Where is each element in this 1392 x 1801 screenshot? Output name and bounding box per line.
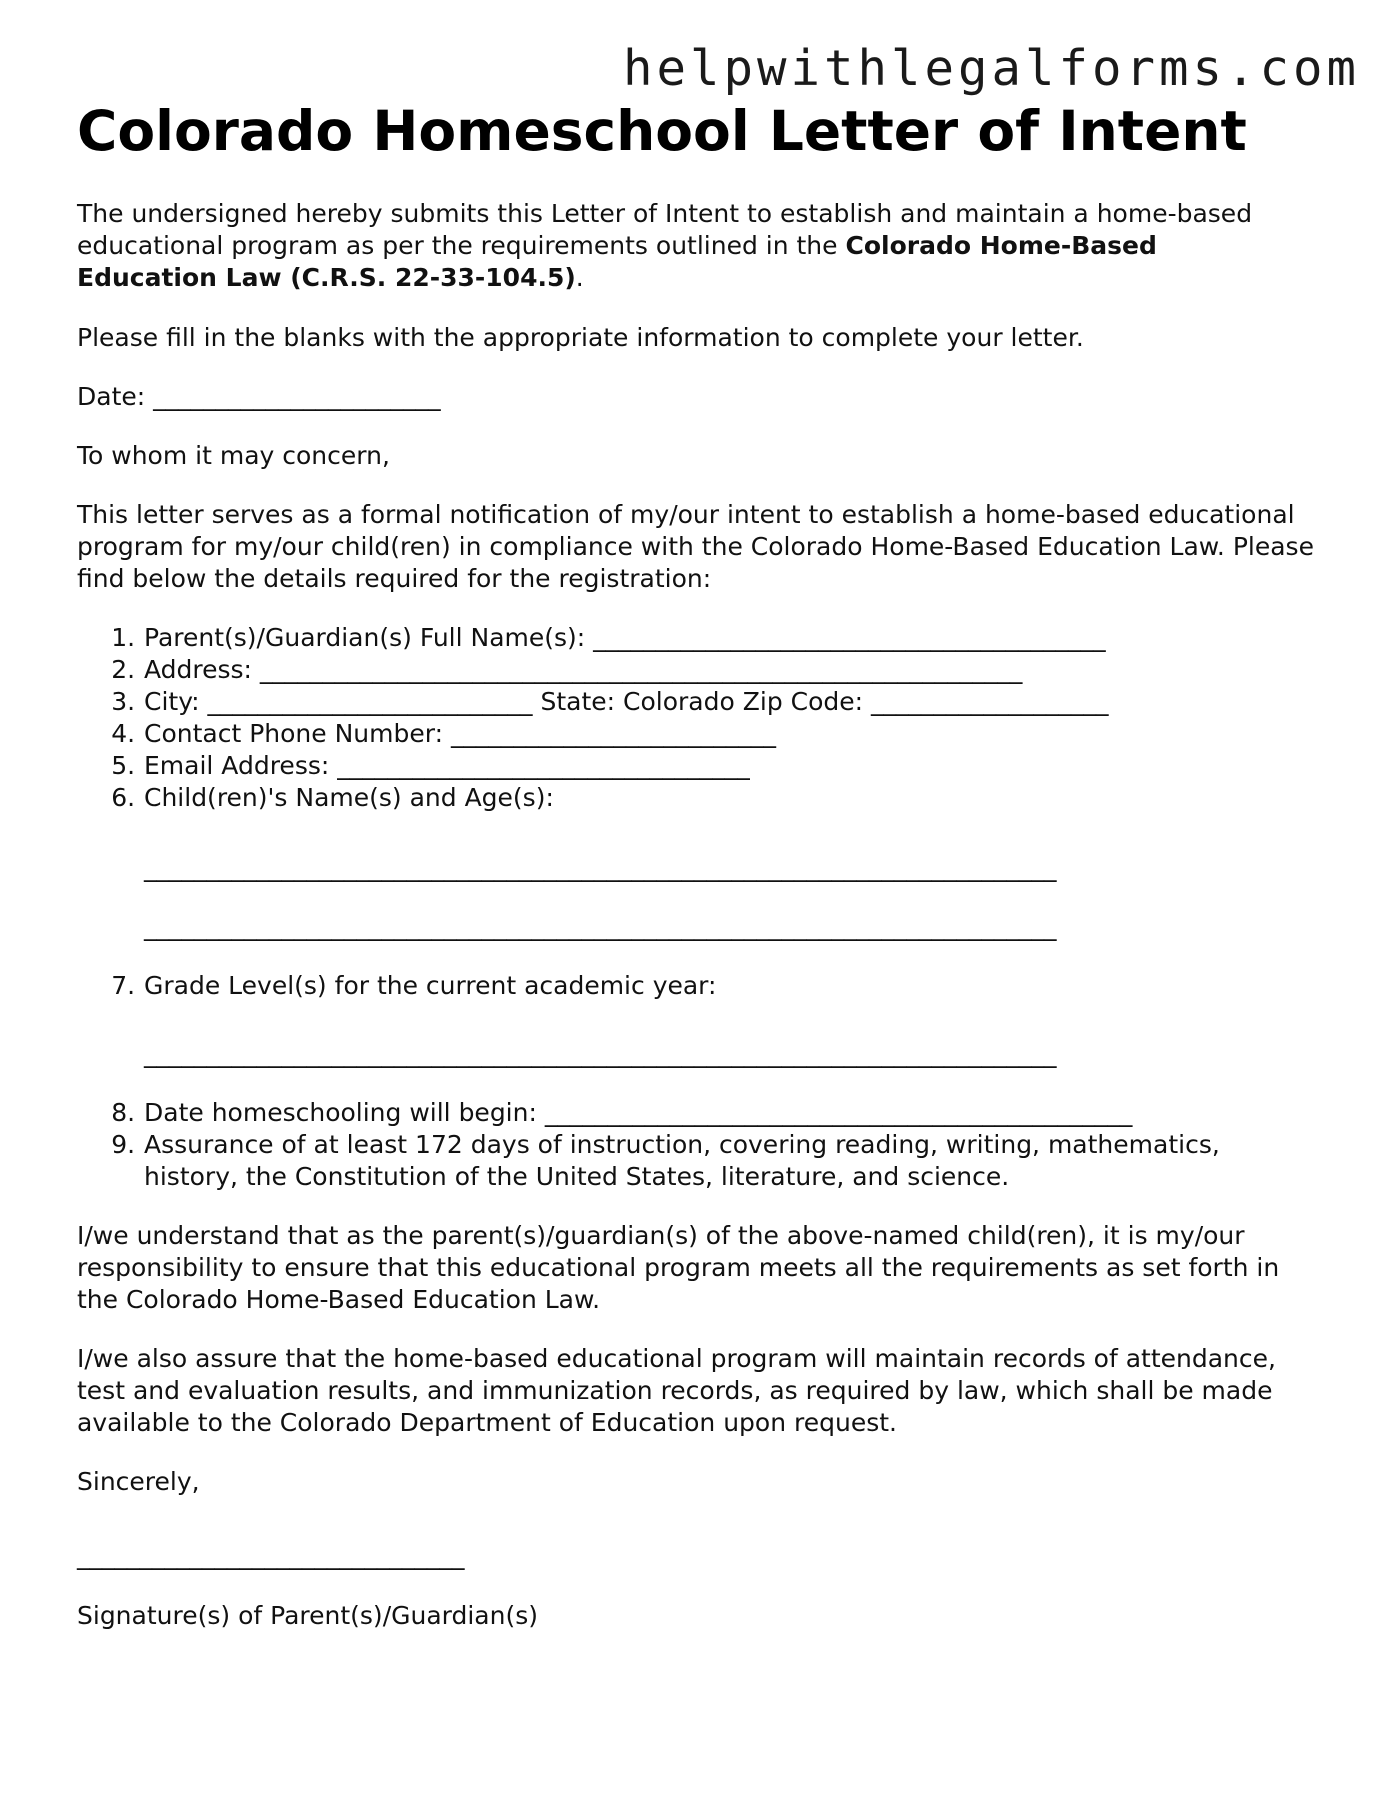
children-blank-1[interactable]: _________________________________________________________________________	[144, 853, 1057, 882]
notice-paragraph: This letter serves as a formal notification of my/our intent to establish a home-based educational program for my/our child(ren) in compliance with the Colorado Home-Based Education Law. Please find below the details required for the registration:	[77, 500, 1314, 593]
list-item-city-state-zip[interactable]: 3. City: __________________________ State: Colorado Zip Code: ___________________	[143, 686, 1317, 718]
list-item-guardian-name[interactable]: 1. Parent(s)/Guardian(s) Full Name(s): _________________________________________	[143, 622, 1317, 654]
intro-text: The undersigned hereby submits this Letter of Intent to establish and maintain a home-based educational program as per the requirements outlined in the	[77, 199, 1253, 260]
list-item-address[interactable]: 2. Address: _____________________________________________________________	[143, 654, 1317, 686]
site-watermark: helpwithlegalforms.com	[622, 40, 1360, 97]
children-blank-2[interactable]: _________________________________________________________________________	[144, 912, 1057, 941]
letter-document	[77, 96, 1317, 1632]
list-item-phone[interactable]: 4. Contact Phone Number: __________________________	[143, 718, 1317, 750]
grade-level-blank[interactable]: _________________________________________________________________________	[144, 1039, 1057, 1068]
intro-paragraph	[77, 198, 1277, 294]
instructions-text: Please fill in the blanks with the appropriate information to complete your letter.	[77, 323, 1084, 352]
list-item-assurance: 9. Assurance of at least 172 days of instruction, covering reading, writing, mathematics, history, the Constitution of the United States, literature, and science.	[143, 1129, 1317, 1193]
date-field[interactable]: Date: _______________________	[77, 382, 441, 411]
closing: Sincerely,	[77, 1467, 200, 1496]
law-citation: Colorado Home-Based Education Law (C.R.S. 22-33-104.5)	[77, 231, 1157, 292]
children-label: Child(ren)'s Name(s) and Age(s):	[144, 783, 554, 812]
signature-field[interactable]: _______________________________	[77, 1541, 465, 1570]
records-paragraph: I/we also assure that the home-based educational program will maintain records of attendance, test and evaluation results, and immunization records, as required by law, which shall be made available to the Colorado Department of Education upon request.	[77, 1344, 1276, 1437]
details-list	[77, 622, 1317, 1193]
intro-period: .	[575, 263, 584, 292]
list-item-start-date[interactable]: 8. Date homeschooling will begin: _______________________________________________	[143, 1097, 1317, 1129]
grade-level-label: Grade Level(s) for the current academic year:	[144, 971, 717, 1000]
document-title: Colorado Homeschool Letter of Intent	[77, 99, 1247, 163]
understanding-paragraph: I/we understand that as the parent(s)/guardian(s) of the above-named child(ren), it is my/our responsibility to ensure that this educational program meets all the requirements as set forth in the Colorado Home-Based Education Law.	[77, 1221, 1280, 1314]
salutation: To whom it may concern,	[77, 441, 390, 470]
list-item-grade-level	[143, 970, 1317, 1070]
list-item-children	[143, 782, 1317, 943]
list-item-email[interactable]: 5. Email Address: _________________________________	[143, 750, 1317, 782]
signature-label: Signature(s) of Parent(s)/Guardian(s)	[77, 1601, 538, 1630]
